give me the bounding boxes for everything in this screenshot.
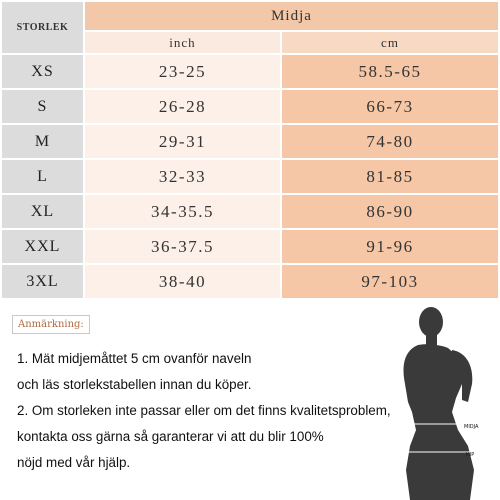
woman-silhouette-icon <box>404 307 474 500</box>
table-row <box>2 55 498 88</box>
inch-cell: 36-37.5 <box>85 230 280 263</box>
inch-cell: 23-25 <box>85 55 280 88</box>
inch-cell: 38-40 <box>85 265 280 298</box>
size-column-header: STORLEK <box>2 2 83 53</box>
size-cell: 3XL <box>2 265 83 298</box>
note-line-3: 2. Om storleken inte passar eller om det finns kvalitetsproblem, <box>17 403 391 418</box>
size-cell: XXL <box>2 230 83 263</box>
inch-cell: 26-28 <box>85 90 280 123</box>
note-title: Anmärkning: <box>12 315 90 334</box>
table-row <box>2 195 498 228</box>
note-line-2: och läs storlekstabellen innan du köper. <box>17 377 252 392</box>
note-line-1: 1. Mät midjemåttet 5 cm ovanför naveln <box>17 351 252 366</box>
inch-cell: 29-31 <box>85 125 280 158</box>
note-line-4: kontakta oss gärna så garanterar vi att du blir 100% <box>17 429 324 444</box>
table-row <box>2 230 498 263</box>
cm-cell: 58.5-65 <box>282 55 498 88</box>
cm-cell: 86-90 <box>282 195 498 228</box>
note-line-5: nöjd med vår hjälp. <box>17 455 131 470</box>
table-row <box>2 125 498 158</box>
cm-cell: 74-80 <box>282 125 498 158</box>
inch-unit-header: inch <box>85 32 280 53</box>
size-cell: XL <box>2 195 83 228</box>
body-silhouette-illustration <box>385 300 500 500</box>
size-cell: L <box>2 160 83 193</box>
cm-cell: 91-96 <box>282 230 498 263</box>
size-cell: M <box>2 125 83 158</box>
size-cell: XS <box>2 55 83 88</box>
table-row <box>2 160 498 193</box>
size-cell: S <box>2 90 83 123</box>
cm-cell: 81-85 <box>282 160 498 193</box>
waist-header: Midja <box>85 2 498 30</box>
cm-unit-header: cm <box>282 32 498 53</box>
cm-cell: 97-103 <box>282 265 498 298</box>
table-row <box>2 90 498 123</box>
table-row <box>2 265 498 298</box>
hip-label: HIP <box>466 452 475 458</box>
inch-cell: 34-35.5 <box>85 195 280 228</box>
inch-cell: 32-33 <box>85 160 280 193</box>
waist-label: MIDJA <box>464 424 479 430</box>
cm-cell: 66-73 <box>282 90 498 123</box>
